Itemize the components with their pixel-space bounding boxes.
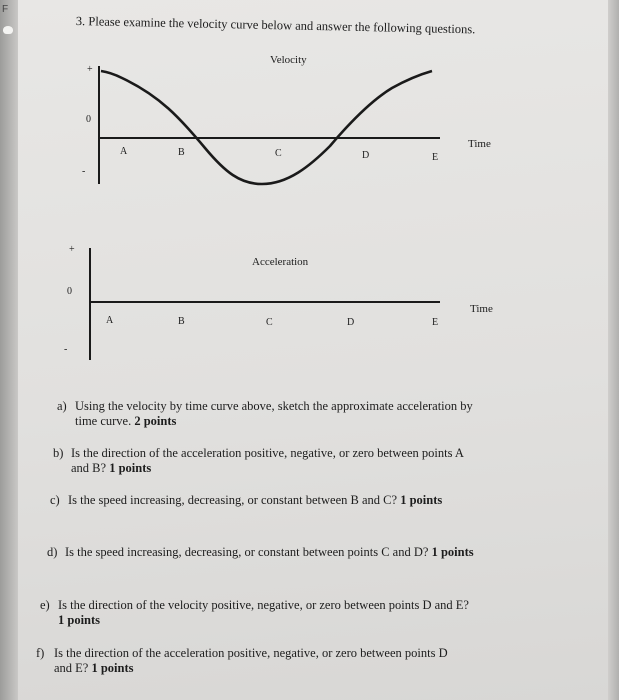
question-a [57,399,577,429]
acceleration-point-e: E [432,317,439,328]
velocity-plus-sign: + [87,64,93,75]
acceleration-zero-label: 0 [67,286,72,297]
question-b-letter: b) [53,446,64,460]
question-e-text: Is the direction of the velocity positive, negative, or zero between points D and E? [58,598,469,612]
question-e [40,598,600,628]
velocity-curve [101,71,432,184]
question-a-cont: time curve. [75,414,132,428]
question-a-letter: a) [57,399,67,413]
velocity-point-b: B [178,147,185,158]
question-d-letter: d) [47,545,58,559]
corner-letter: F [2,4,9,15]
acceleration-point-c: C [266,317,273,328]
acceleration-time-label: Time [470,303,493,315]
question-e-letter: e) [40,598,50,612]
question-f [36,646,596,676]
question-c-letter: c) [50,493,60,507]
question-d [47,545,607,560]
question-f-points: 1 points [91,661,134,675]
question-c [50,493,590,508]
acceleration-point-d: D [347,317,355,328]
velocity-title: Velocity [270,54,307,66]
question-c-text: Is the speed increasing, decreasing, or constant between B and C? [68,493,398,507]
question-a-text: Using the velocity by time curve above, sketch the approximate acceleration by [75,399,473,413]
question-f-text: Is the direction of the acceleration positive, negative, or zero between points D [54,646,448,660]
acceleration-plus-sign: + [69,244,75,255]
acceleration-point-a: A [106,315,114,326]
question-c-points: 1 points [400,493,443,507]
velocity-zero-label: 0 [86,114,91,125]
velocity-time-label: Time [468,138,491,150]
question-b-text: Is the direction of the acceleration positive, negative, or zero between points A [71,446,464,460]
question-d-points: 1 points [431,545,474,559]
question-d-text: Is the speed increasing, decreasing, or constant between points C and D? [65,545,429,559]
question-b-points: 1 points [109,461,152,475]
velocity-minus-sign: - [82,166,86,177]
question-f-cont: and E? [54,661,89,675]
question-b [53,446,573,476]
velocity-point-e: E [432,152,439,163]
acceleration-title: Acceleration [252,256,309,268]
velocity-point-d: D [362,150,370,161]
question-e-points: 1 points [58,613,101,627]
acceleration-minus-sign: - [64,344,68,355]
velocity-point-c: C [275,148,282,159]
question-title: 3. Please examine the velocity curve below and answer the following questions. [75,14,476,37]
question-f-letter: f) [36,646,45,660]
question-b-cont: and B? [71,461,107,475]
acceleration-point-b: B [178,316,185,327]
velocity-point-a: A [120,146,128,157]
question-a-points: 2 points [134,414,177,428]
